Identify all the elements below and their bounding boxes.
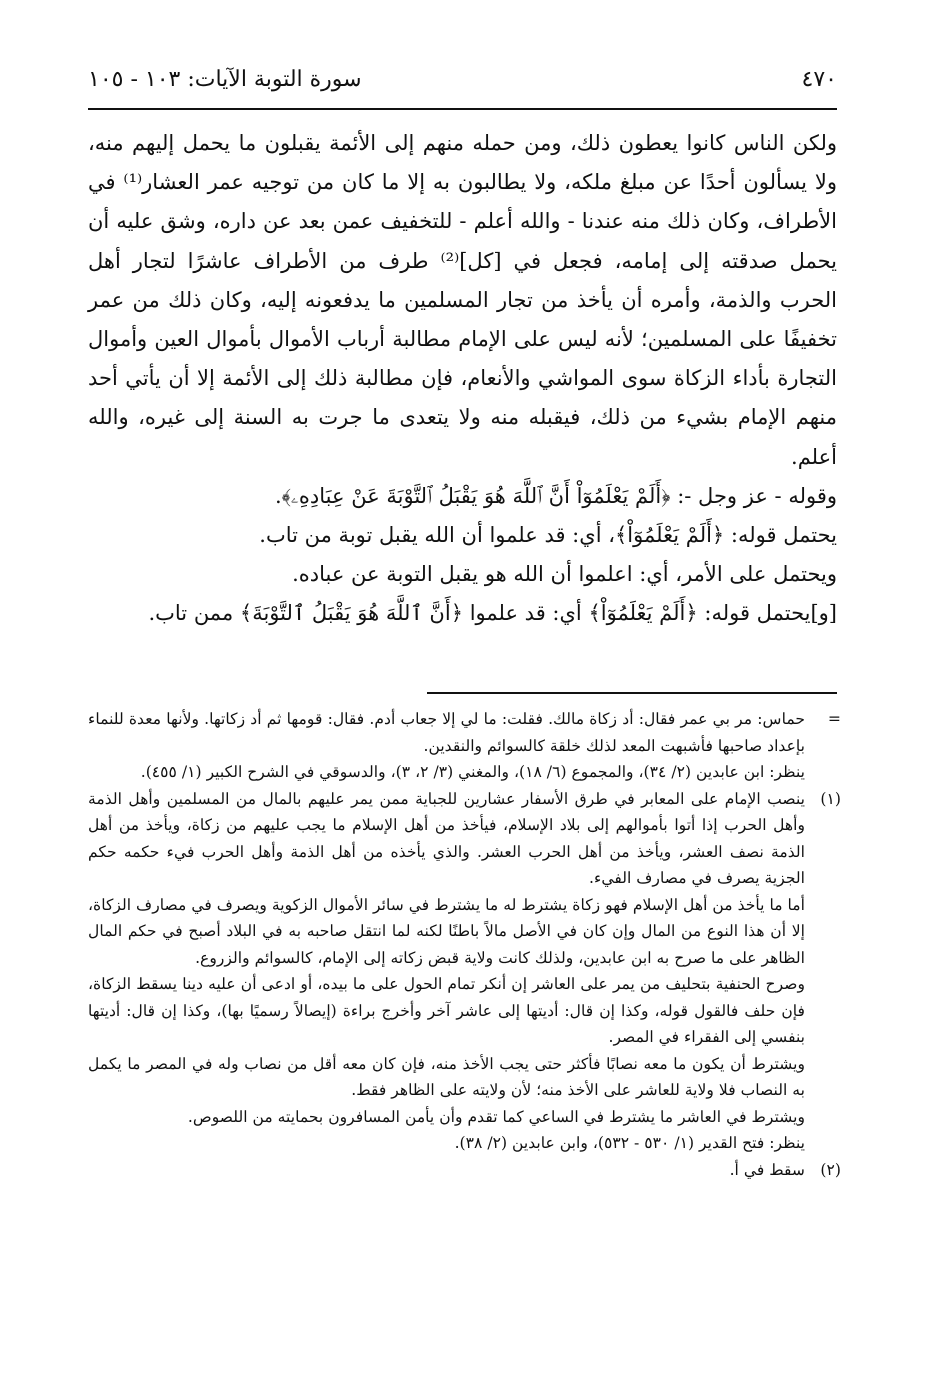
quran-excerpt-3: ﴿أَنَّ ٱللَّهَ هُوَ يَقْبَلُ ٱلتَّوْبَةَ﴾	[239, 601, 463, 626]
interpretation-3-end: ممن تاب.	[148, 601, 234, 626]
header-rule	[88, 108, 837, 110]
footnote-1	[88, 786, 841, 1157]
quran-excerpt-2: ﴿أَلَمْ يَعْلَمُوٓاْ﴾	[588, 601, 698, 626]
footnotes	[88, 706, 841, 1183]
running-title: سورة التوبة الآيات: ١٠٣ - ١٠٥	[88, 66, 362, 92]
footnote-text: أما ما يأخذ من أهل الإسلام فهو زكاة يشترط له ما يشترط في سائر الأموال الزكوية ويصرف في مصارف الزكاة، إلا أن هذا النوع من المال وإن كان في الأصل مالاً باطنًا لكنه لما انتقل صاحبه به في البلاد أصبح في حكم المال الظاهر على ما صرح به ابن عابدين، ولذلك كانت ولاية قبض زكاته إلى الإمام، كالسوائم والزروع.	[88, 895, 805, 967]
footnote-text: ويشترط في العاشر ما يشترط في الساعي كما تقدم وأن يأمن المسافرون بحمايته من اللصوص.	[187, 1107, 805, 1126]
quran-verse: ﴿أَلَمْ يَعْلَمُوٓاْ أَنَّ ٱللَّهَ هُوَ يَقْبَلُ ٱلتَّوْبَةَ عَنْ عِبَادِهِۦ﴾	[281, 483, 671, 508]
verse-line	[88, 477, 837, 516]
footnote-text: سقط في أ.	[729, 1160, 805, 1179]
footnote-marker: (١)	[820, 789, 841, 808]
footnote-text: وصرح الحنفية بتحليف من يمر على العاشر إن أنكر تمام الحول على ما بيده، أو ادعى أن عليه دينا يسقط الزكاة، فإن حلف فالقول قوله، وكذا إن قال: أديتها إلى عاشر آخر وأخرج براءة (إيصالاً رسميًا بها)، وكذا إن قال: أديتها بنفسي إلى الفقراء في المصر.	[88, 975, 805, 1046]
footnote-text: ويشترط أن يكون ما معه نصابًا فأكثر حتى يجب الأخذ منه، فإن كان معه أقل من نصاب وله في المصر ما يكمل به النصاب فلا ولاية للعاشر على الأخذ منه؛ لأن ولايته على الظاهر فقط.	[88, 1054, 805, 1099]
footnote-text: حماس: مر بي عمر فقال: أد زكاة مالك. فقلت: ما لي إلا جعاب أدم. فقال: قومها ثم أد زكاتها. ولأنها معدة للنماء بإعداد صاحبها فأشبهت المعد لذلك خلقة كالسوائم والنقدين.	[88, 710, 805, 755]
page-header	[88, 58, 837, 100]
interpretation-1-rest: ، أي: قد علموا أن الله يقبل توبة من تاب.	[259, 523, 615, 548]
page-number: ٤٧٠	[801, 66, 837, 92]
verse-intro: وقوله - عز وجل -:	[677, 483, 837, 508]
interpretation-1-lead: يحتمل قوله:	[730, 523, 837, 548]
footnote-separator	[427, 692, 837, 694]
footnote-reference: ينظر: فتح القدير (١/ ٥٣٠ - ٥٣٢)، وابن عابدين (٢/ ٣٨).	[454, 1134, 805, 1152]
verse-end: .	[274, 483, 282, 508]
main-text	[88, 124, 837, 634]
footnote-2	[88, 1157, 841, 1184]
footnote-marker: =	[827, 710, 841, 728]
footnote-text: ينصب الإمام على المعابر في طرق الأسفار عشارين للجباية ممن يمر عليهم بالمال من المسلمين وأهل الذمة وأهل الحرب إذا أتوا بأموالهم إلى بلاد الإسلام، فيأخذ من أهل الإسلام ما يجب عليهم من زكاة، ويأخذ من أهل الذمة نصف العشر، ويأخذ من أهل الحرب العشر. والذي يأخذه من أهل الذمة وأهل الحرب فيء حكمه حكم الجزية يصرف في مصارف الفيء.	[88, 789, 805, 887]
quran-excerpt-1: ﴿أَلَمْ يَعْلَمُوٓاْ﴾	[614, 523, 725, 548]
interpretation-line-1	[88, 516, 837, 555]
footnote-reference: ينظر: ابن عابدين (٢/ ٣٤)، والمجموع (٦/ ١٨)، والمغني (٣/ ٢، ٣)، والدسوقي في الشرح الكبير (١/ ٤٥٥).	[140, 763, 805, 781]
interpretation-3-lead: [و]يحتمل قوله:	[704, 601, 837, 626]
interpretation-line-3	[88, 594, 837, 633]
interpretation-line-2: ويحتمل على الأمر، أي: اعلموا أن الله هو يقبل التوبة عن عباده.	[292, 562, 837, 587]
body-paragraph-1: ولكن الناس كانوا يعطون ذلك، ومن حمله منهم إلى الأئمة يقبلون ما يحمل إليهم منه، ولا يسألون أحدًا عن مبلغ ملكه، ولا يطالبون به إلا ما كان من توجيه عمر العشار⁽¹⁾ في الأطراف، وكان ذلك منه عندنا - والله أعلم - للتخفيف عمن بعد عن داره، وشق عليه أن يحمل صدقته إلى إمامه، فجعل في [كل]⁽²⁾ طرف من الأطراف عاشرًا لتجار أهل الحرب والذمة، وأمره أن يأخذ من تجار المسلمين ما يدفعونه إليه، وكان ذلك من عمر تخفيفًا على المسلمين؛ لأنه ليس على الإمام مطالبة أرباب الأموال بأموال العين وأموال التجارة بأداء الزكاة سوى المواشي والأنعام، فإن مطالبة ذلك إلى الأئمة إلا أن يأتي أحد منهم الإمام بشيء من ذلك، فيقبله منه ولا يتعدى ما جرت به السنة إلى غيره، والله أعلم.	[88, 131, 838, 469]
interpretation-3-mid: أي: قد علموا	[469, 601, 582, 626]
footnote-marker: (٢)	[820, 1160, 841, 1179]
footnote-continued	[88, 706, 841, 786]
